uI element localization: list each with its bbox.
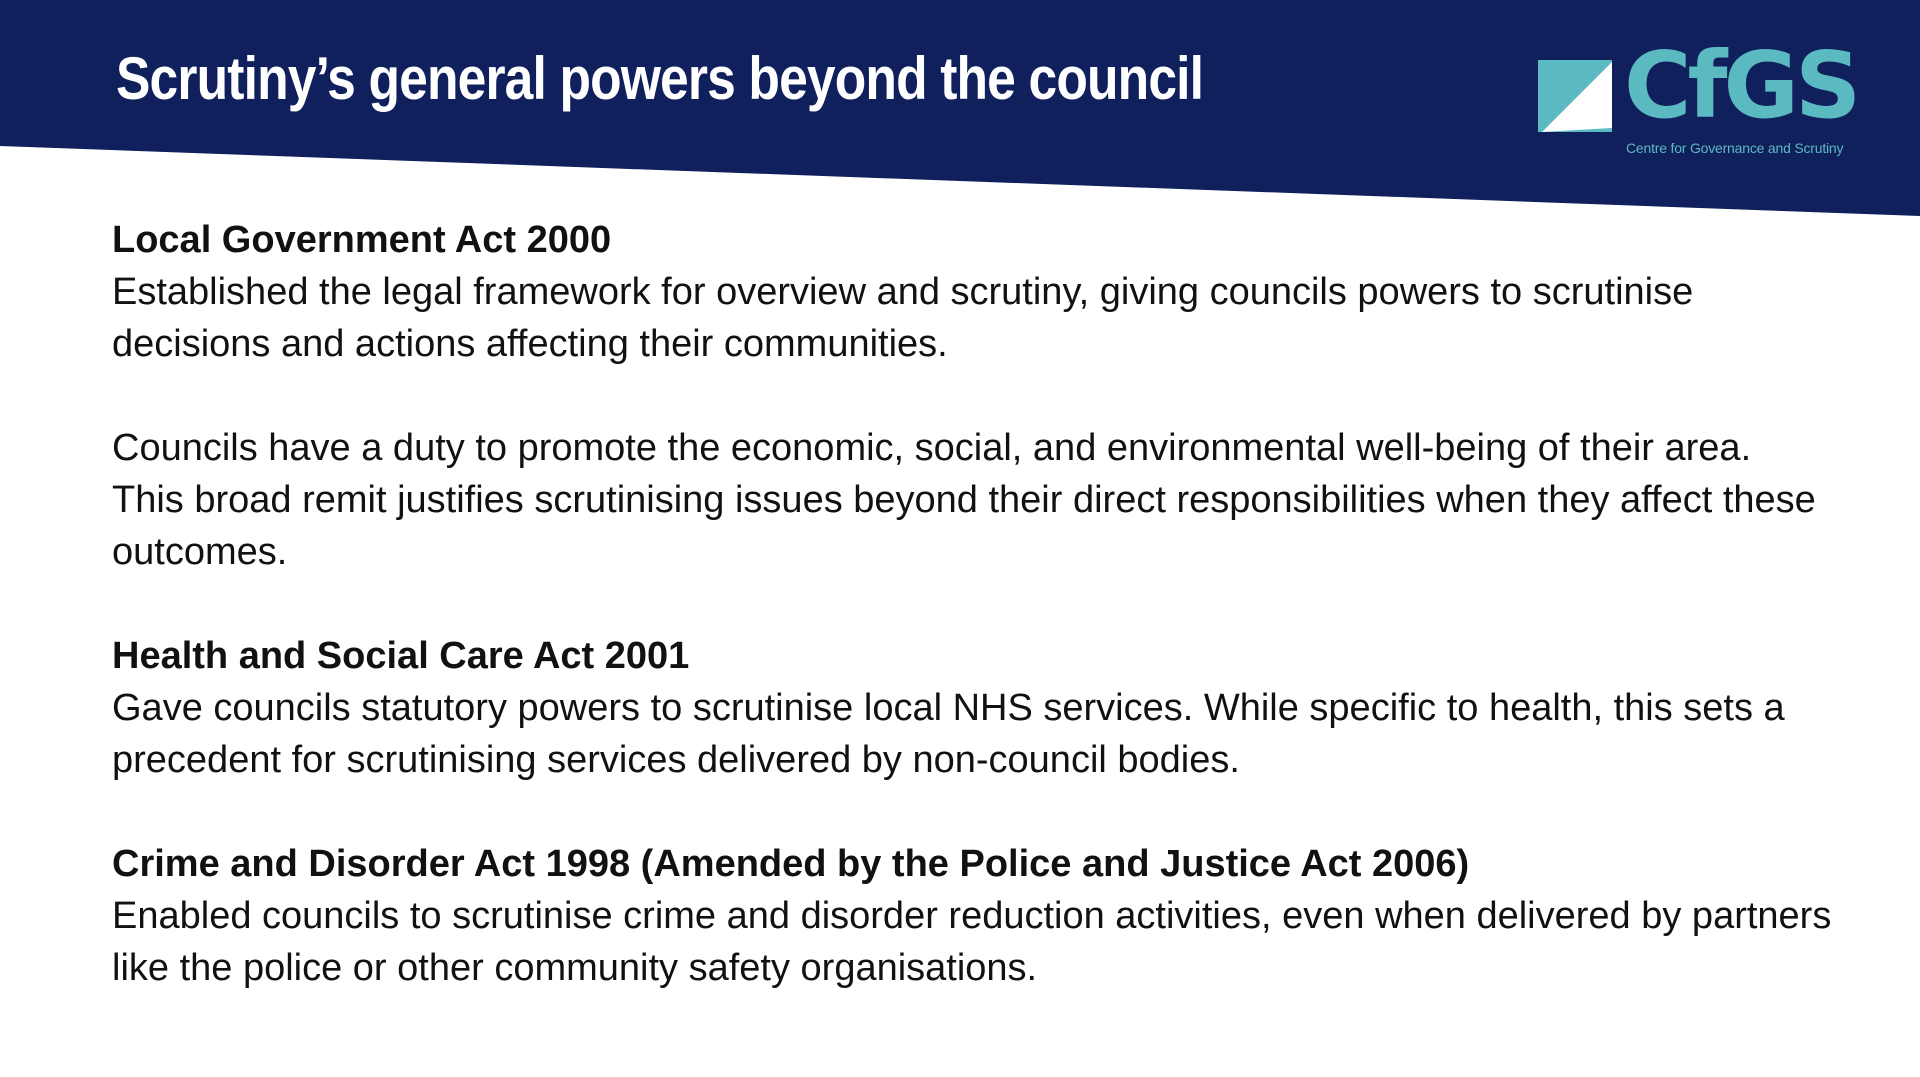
- section-heading: Health and Social Care Act 2001: [112, 635, 690, 677]
- section-health-social-care-act: [112, 630, 1832, 786]
- section-body: Established the legal framework for overview and scrutiny, giving councils powers to scrutinise decisions and actions affecting their communities.: [112, 271, 1694, 365]
- slide-content: [112, 214, 1832, 1046]
- section-local-government-act: [112, 214, 1832, 370]
- section-body: Councils have a duty to promote the economic, social, and environmental well-being of their area. This broad remit justifies scrutinising issues beyond their direct responsibilities when they affect these outcomes.: [112, 427, 1816, 573]
- slide-title: Scrutiny’s general powers beyond the council: [116, 45, 1204, 112]
- cfgs-logo: [1538, 32, 1880, 160]
- logo-mark-icon: [1538, 60, 1612, 134]
- logo-tagline: Centre for Governance and Scrutiny: [1626, 140, 1844, 156]
- section-body: Gave councils statutory powers to scrutinise local NHS services. While specific to health, this sets a precedent for scrutinising services delivered by non-council bodies.: [112, 687, 1785, 781]
- logo-wordmark: CfGS: [1624, 32, 1858, 139]
- section-crime-disorder-act: [112, 838, 1832, 994]
- section-heading: Local Government Act 2000: [112, 219, 612, 261]
- section-heading: Crime and Disorder Act 1998 (Amended by the Police and Justice Act 2006): [112, 843, 1470, 885]
- section-wellbeing-duty: [112, 422, 1832, 578]
- section-body: Enabled councils to scrutinise crime and disorder reduction activities, even when delivered by partners like the police or other community safety organisations.: [112, 895, 1832, 989]
